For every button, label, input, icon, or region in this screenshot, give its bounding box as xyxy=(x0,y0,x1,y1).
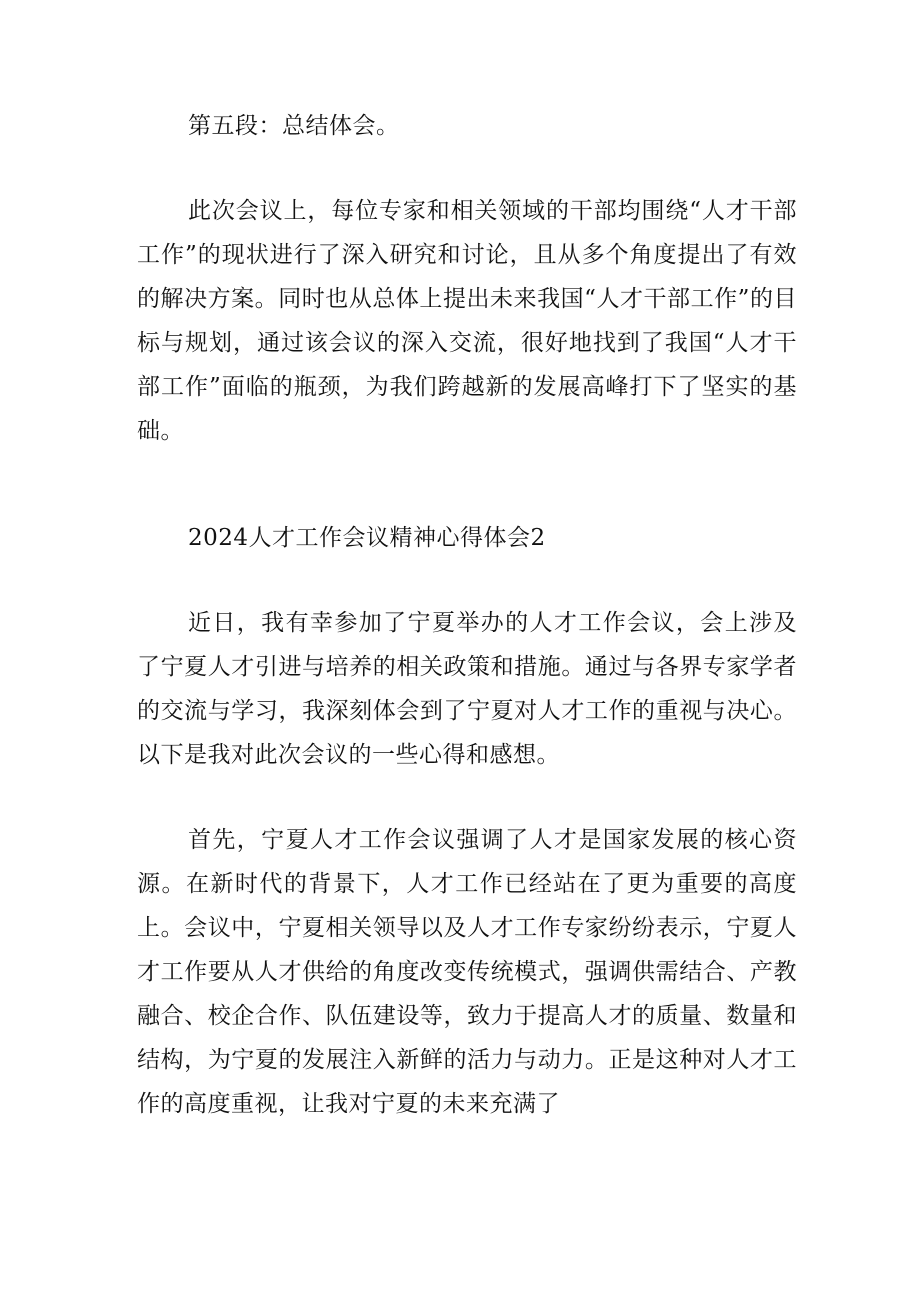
summary-paragraph: 此次会议上，每位专家和相关领域的干部均围绕“人才干部工作”的现状进行了深入研究和讨论，且从多个角度提出了有效的解决方案。同时也从总体上提出未来我国“人才干部工作”的目标与规划，通过该会议的深入交流，很好地找到了我国“人才干部工作”面临的瓶颈，为我们跨越新的发展高峰打下了坚实的基础。 xyxy=(137,198,797,444)
section-heading: 第五段：总结体会。 xyxy=(188,113,400,139)
intro-paragraph: 近日，我有幸参加了宁夏举办的人才工作会议，会上涉及了宁夏人才引进与培养的相关政策和措施。通过与各界专家学者的交流与学习，我深刻体会到了宁夏对人才工作的重视与决心。以下是我对此次会议的一些心得和感想。 xyxy=(137,610,797,768)
article-title: 2024人才工作会议精神心得体会2 xyxy=(188,525,546,551)
first-point-paragraph: 首先，宁夏人才工作会议强调了人才是国家发展的核心资源。在新时代的背景下，人才工作已经站在了更为重要的高度上。会议中，宁夏相关领导以及人才工作专家纷纷表示，宁夏人才工作要从人才供给的角度改变传统模式，强调供需结合、产教融合、校企合作、队伍建设等，致力于提高人才的质量、数量和结构，为宁夏的发展注入新鲜的活力与动力。正是这种对人才工作的高度重视，让我对宁夏的未来充满了 xyxy=(137,827,797,1117)
document-page xyxy=(137,104,797,1126)
